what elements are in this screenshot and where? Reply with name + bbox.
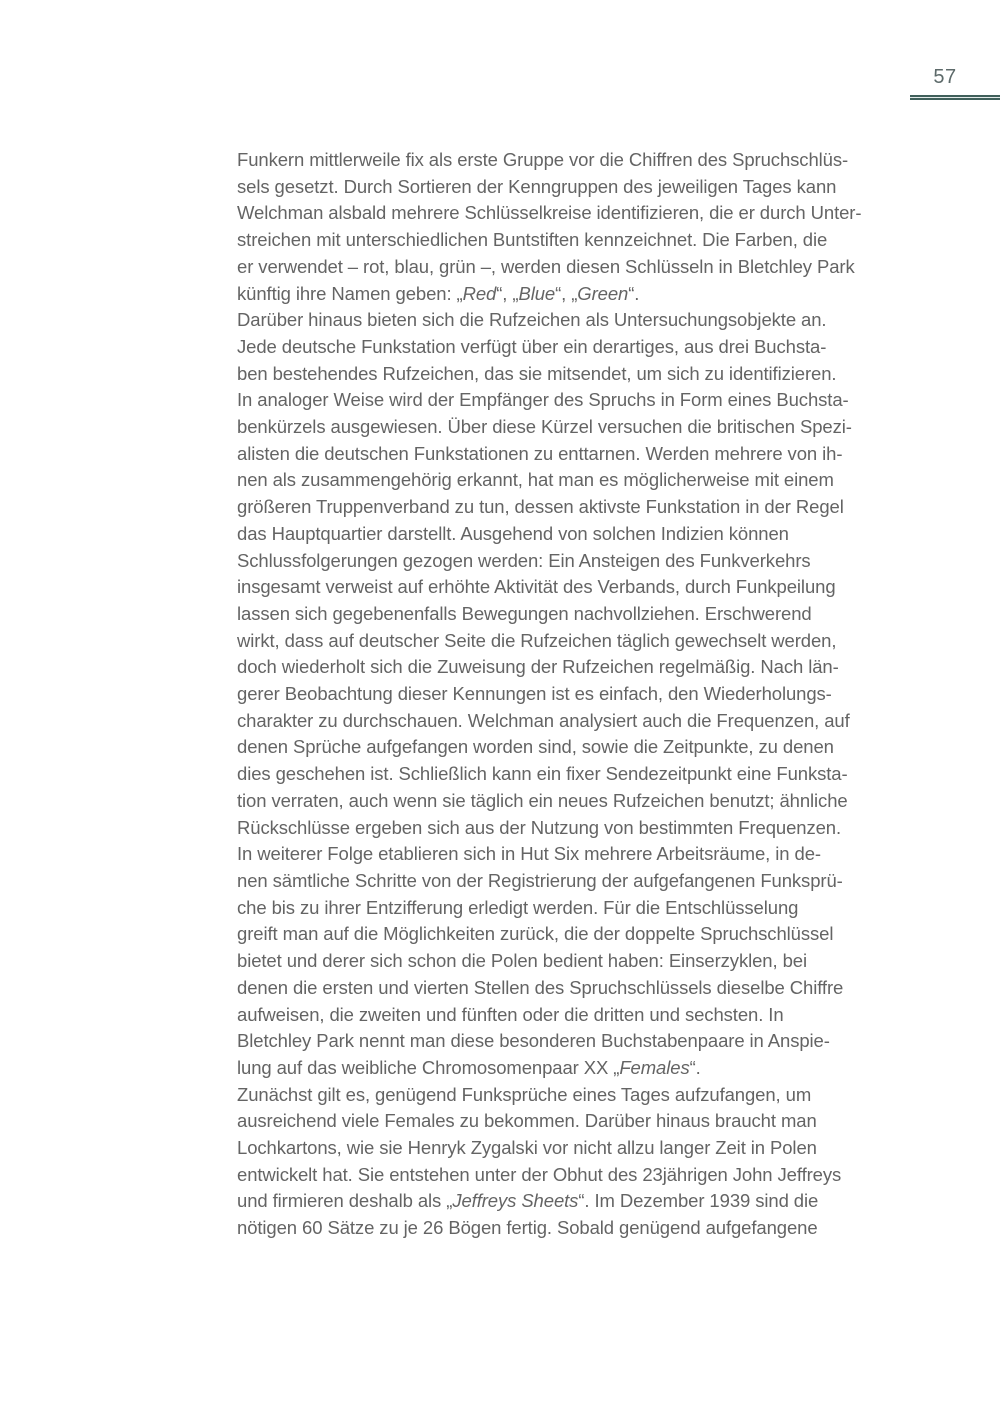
text-segment: Schlussfolgerungen gezogen werden: Ein Ansteigen des Funkverkehrs [237, 549, 811, 571]
text-segment: wirkt, dass auf deutscher Seite die Rufzeichen täglich gewechselt werden, [237, 629, 837, 651]
text-segment: nötigen 60 Sätze zu je 26 Bögen fertig. Sobald genügend aufgefangene [237, 1217, 818, 1239]
text-segment: künftig ihre Namen geben: „ [237, 282, 463, 304]
text-line [237, 628, 927, 655]
text-segment: “, „ [555, 282, 578, 304]
text-line [237, 734, 927, 761]
text-line [237, 227, 927, 254]
text-segment: sels gesetzt. Durch Sortieren der Kenngruppen des jeweiligen Tages kann [237, 175, 837, 197]
text-segment: Welchman alsbald mehrere Schlüsselkreise identifizieren, die er durch Unter- [237, 202, 862, 224]
text-segment: gerer Beobachtung dieser Kennungen ist es einfach, den Wiederholungs- [237, 683, 832, 705]
text-segment: er verwendet – rot, blau, grün –, werden diesen Schlüsseln in Bletchley Park [237, 255, 855, 277]
text-segment: Rückschlüsse ergeben sich aus der Nutzung von bestimmten Frequenzen. [237, 816, 842, 838]
text-segment: Lochkartons, wie sie Henryk Zygalski vor nicht allzu langer Zeit in Polen [237, 1137, 817, 1159]
text-line [237, 1162, 927, 1189]
text-segment: denen die ersten und vierten Stellen des Spruchschlüssels dieselbe Chiffre [237, 976, 844, 998]
text-line [237, 1002, 927, 1029]
text-line [237, 387, 927, 414]
text-line [237, 815, 927, 842]
italic-text-segment: Jeffreys Sheets [452, 1190, 579, 1212]
paragraph [237, 1082, 927, 1242]
text-line [237, 414, 927, 441]
text-segment: “, „ [496, 282, 519, 304]
text-segment: Zunächst gilt es, genügend Funksprüche eines Tages aufzufangen, um [237, 1083, 812, 1105]
text-segment: Bletchley Park nennt man diese besonderen Buchstabenpaare in Anspie- [237, 1030, 830, 1052]
text-segment: streichen mit unterschiedlichen Buntstiften kennzeichnet. Die Farben, die [237, 229, 828, 251]
text-line [237, 467, 927, 494]
text-segment: größeren Truppenverband zu tun, dessen aktivste Funkstation in der Regel [237, 496, 844, 518]
text-segment: benkürzels ausgewiesen. Über diese Kürzel versuchen die britischen Spezi- [237, 416, 852, 438]
text-line [237, 334, 927, 361]
text-segment: das Hauptquartier darstellt. Ausgehend von solchen Indizien können [237, 522, 789, 544]
text-line [237, 307, 927, 334]
text-line [237, 895, 927, 922]
text-segment: bietet und derer sich schon die Polen bedient haben: Einserzyklen, bei [237, 950, 807, 972]
text-segment: lassen sich gegebenenfalls Bewegungen nachvollziehen. Erschwerend [237, 602, 812, 624]
text-line [237, 1082, 927, 1109]
text-line [237, 788, 927, 815]
text-segment: insgesamt verweist auf erhöhte Aktivität des Verbands, durch Funkpeilung [237, 576, 836, 598]
text-line [237, 521, 927, 548]
text-line [237, 548, 927, 575]
text-line [237, 1135, 927, 1162]
italic-text-segment: Females [619, 1056, 690, 1078]
text-line [237, 361, 927, 388]
text-segment: “. Im Dezember 1939 sind die [578, 1190, 819, 1212]
text-segment: und firmieren deshalb als „ [237, 1190, 453, 1212]
text-line [237, 1055, 927, 1082]
text-segment: Jede deutsche Funkstation verfügt über ein derartiges, aus drei Buchsta- [237, 335, 827, 357]
text-segment: nen als zusammengehörig erkannt, hat man es möglicherweise mit einem [237, 469, 834, 491]
text-line [237, 200, 927, 227]
text-segment: ausreichend viele Females zu bekommen. Darüber hinaus braucht man [237, 1110, 817, 1132]
body-text [237, 147, 927, 1242]
text-line [237, 681, 927, 708]
text-segment: lung auf das weibliche Chromosomenpaar XX „ [237, 1056, 620, 1078]
header-rule [910, 95, 1000, 100]
text-line [237, 494, 927, 521]
text-segment: Funkern mittlerweile fix als erste Gruppe vor die Chiffren des Spruchschlüs- [237, 149, 849, 170]
text-segment: entwickelt hat. Sie entstehen unter der Obhut des 23jährigen John Jeffreys [237, 1163, 842, 1185]
text-segment: ben bestehendes Rufzeichen, das sie mitsendet, um sich zu identifizieren. [237, 362, 837, 384]
italic-text-segment: Green [577, 282, 629, 304]
text-line [237, 948, 927, 975]
text-line [237, 1215, 927, 1242]
text-line [237, 574, 927, 601]
text-line [237, 654, 927, 681]
page-number: 57 [933, 66, 957, 88]
text-segment: doch wiederholt sich die Zuweisung der Rufzeichen regelmäßig. Nach län- [237, 656, 839, 678]
paragraph [237, 307, 927, 1081]
text-line [237, 975, 927, 1002]
text-segment: aufweisen, die zweiten und fünften oder die dritten und sechsten. In [237, 1003, 784, 1025]
text-line [237, 1028, 927, 1055]
text-line [237, 1108, 927, 1135]
text-line [237, 147, 927, 174]
italic-text-segment: Red [462, 282, 497, 304]
text-line [237, 708, 927, 735]
text-line [237, 174, 927, 201]
text-segment: che bis zu ihrer Entzifferung erledigt werden. Für die Entschlüsselung [237, 896, 799, 918]
text-segment: In analoger Weise wird der Empfänger des Spruchs in Form eines Buchsta- [237, 389, 849, 411]
text-segment: Darüber hinaus bieten sich die Rufzeichen als Untersuchungsobjekte an. [237, 309, 827, 331]
text-segment: In weiterer Folge etablieren sich in Hut Six mehrere Arbeitsräume, in de- [237, 843, 821, 865]
text-segment: greift man auf die Möglichkeiten zurück, die der doppelte Spruchschlüssel [237, 923, 834, 945]
text-line [237, 281, 927, 308]
text-segment: “. [628, 282, 640, 304]
text-segment: charakter zu durchschauen. Welchman analysiert auch die Frequenzen, auf [237, 709, 850, 731]
text-line [237, 761, 927, 788]
text-line [237, 868, 927, 895]
italic-text-segment: Blue [518, 282, 556, 304]
text-segment: alisten die deutschen Funkstationen zu enttarnen. Werden mehrere von ih- [237, 442, 843, 464]
text-line [237, 921, 927, 948]
text-segment: tion verraten, auch wenn sie täglich ein neues Rufzeichen benutzt; ähnliche [237, 789, 848, 811]
text-segment: denen Sprüche aufgefangen worden sind, sowie die Zeitpunkte, zu denen [237, 736, 834, 758]
text-segment: “. [689, 1056, 701, 1078]
text-segment: nen sämtliche Schritte von der Registrierung der aufgefangenen Funksprü- [237, 869, 843, 891]
text-segment: dies geschehen ist. Schließlich kann ein fixer Sendezeitpunkt eine Funksta- [237, 763, 848, 785]
text-line [237, 1188, 927, 1215]
text-line [237, 441, 927, 468]
paragraph [237, 147, 927, 307]
text-line [237, 254, 927, 281]
text-line [237, 601, 927, 628]
text-line [237, 841, 927, 868]
